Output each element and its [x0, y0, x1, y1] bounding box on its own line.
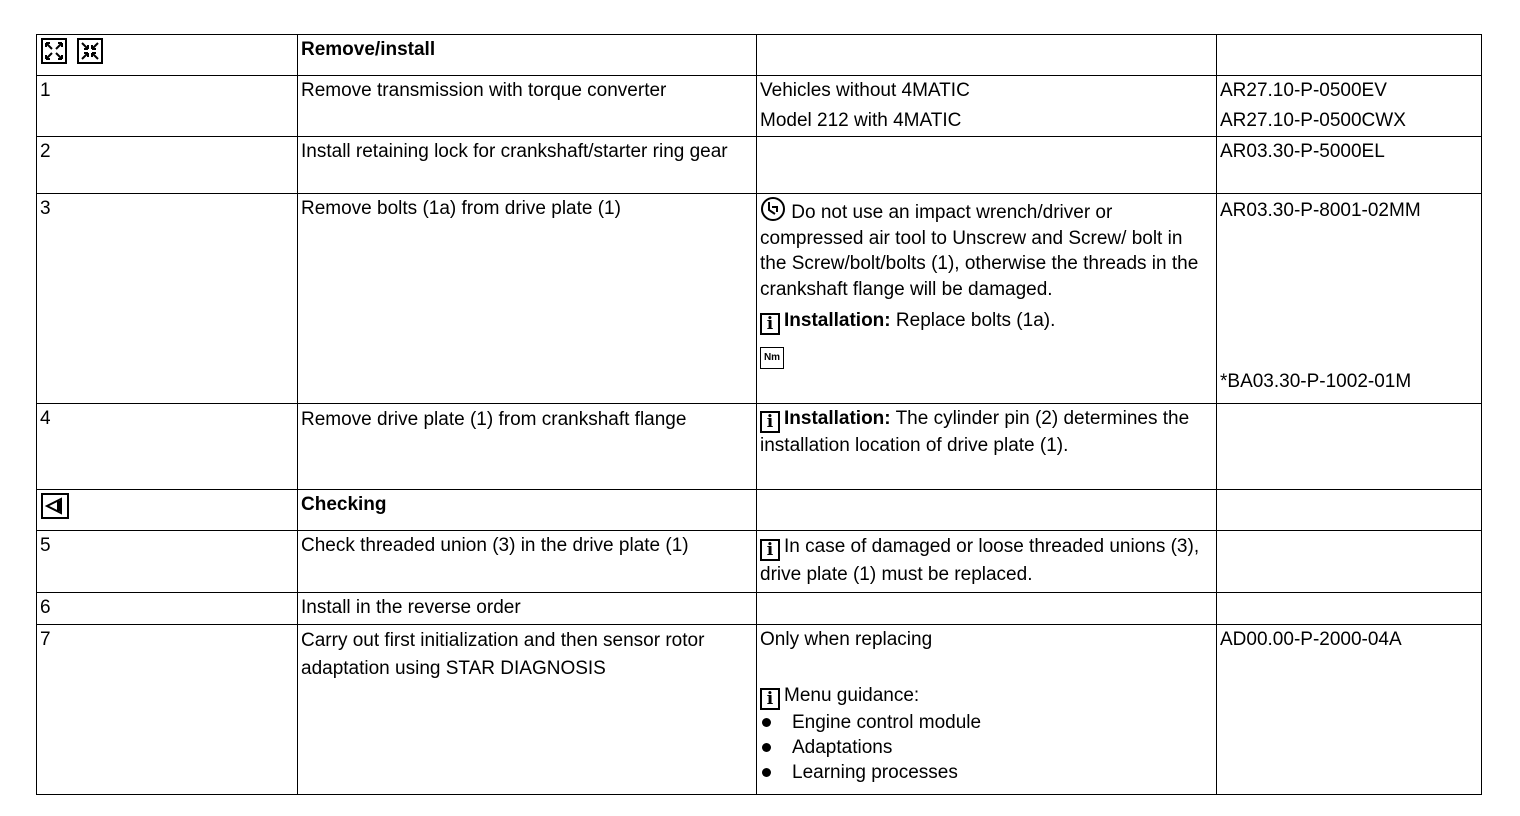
install-label: Installation: — [784, 408, 891, 429]
step-action: Install in the reverse order — [298, 593, 757, 625]
step-row — [37, 404, 1482, 490]
bullet-icon — [762, 718, 771, 727]
step-refs — [1217, 76, 1482, 137]
step-number: 3 — [37, 194, 298, 404]
checking-icon-cell — [37, 490, 298, 531]
step-number: 2 — [37, 137, 298, 194]
step-number: 5 — [37, 531, 298, 593]
menu-item: Engine control module — [760, 710, 1213, 735]
step-action: Remove drive plate (1) from crankshaft flange — [298, 404, 757, 490]
checking-title: Checking — [298, 490, 757, 531]
header-row — [37, 35, 1482, 76]
info-icon: i — [760, 411, 780, 433]
step-notes — [757, 194, 1217, 404]
ref-link[interactable]: AR03.30-P-8001-02MM — [1220, 200, 1421, 221]
step-number: 7 — [37, 625, 298, 795]
ref-link[interactable]: AD00.00-P-2000-04A — [1217, 625, 1482, 795]
step-row — [37, 625, 1482, 795]
note-line: Model 212 with 4MATIC — [760, 110, 962, 131]
expand-arrows-icon — [42, 39, 66, 63]
menu-item: Adaptations — [760, 735, 1213, 760]
warning-note — [760, 196, 1213, 302]
procedure-table — [36, 34, 1482, 795]
step-notes — [757, 76, 1217, 137]
bullet-icon — [762, 743, 771, 752]
step-row — [37, 194, 1482, 404]
step-refs — [1217, 194, 1482, 404]
install-text: Replace bolts (1a). — [895, 310, 1056, 331]
ref-link[interactable]: AR03.30-P-5000EL — [1217, 137, 1482, 194]
bullet-icon — [762, 768, 771, 777]
info-text: In case of damaged or loose threaded unions (3), drive plate (1) must be replaced. — [760, 536, 1200, 585]
step-action: Check threaded union (3) in the drive plate (1) — [298, 531, 757, 593]
menu-item: Learning processes — [760, 760, 1213, 785]
collapse-arrows-icon — [78, 39, 102, 63]
install-note — [757, 404, 1217, 490]
install-text: The cylinder pin (2) determines the installation location of drive plate (1). — [760, 408, 1190, 456]
info-icon: i — [760, 688, 780, 710]
info-note — [757, 531, 1217, 593]
step-number: 4 — [37, 404, 298, 490]
install-note — [760, 308, 1213, 335]
note-line: Vehicles without 4MATIC — [760, 80, 970, 101]
step-row — [37, 137, 1482, 194]
step-action: Remove bolts (1a) from drive plate (1) — [298, 194, 757, 404]
step-action: Carry out first initialization and then sensor rotor adaptation using STAR DIAGNOSIS — [298, 625, 757, 795]
step-row — [37, 76, 1482, 137]
step-number: 6 — [37, 593, 298, 625]
info-icon: i — [760, 313, 780, 335]
menu-label: Menu guidance: — [784, 685, 920, 706]
warning-tool-icon — [760, 196, 786, 222]
inspection-arrow-icon — [40, 492, 70, 520]
torque-ref-link[interactable]: *BA03.30-P-1002-01M — [1220, 371, 1412, 392]
header-icons-cell — [37, 35, 298, 76]
torque-nm-icon[interactable]: Nm — [760, 347, 784, 369]
step-action: Install retaining lock for crankshaft/starter ring gear — [298, 137, 757, 194]
expand-collapse-icons — [40, 37, 110, 65]
install-label: Installation: — [784, 310, 891, 331]
step-notes — [757, 625, 1217, 795]
ref-link[interactable]: AR27.10-P-0500CWX — [1220, 110, 1406, 131]
ref-link[interactable]: AR27.10-P-0500EV — [1220, 80, 1387, 101]
step-row — [37, 593, 1482, 625]
step-action: Remove transmission with torque converter — [298, 76, 757, 137]
note-line: Only when replacing — [760, 629, 933, 650]
checking-row — [37, 490, 1482, 531]
menu-guidance — [760, 683, 1213, 710]
step-row — [37, 531, 1482, 593]
step-number: 1 — [37, 76, 298, 137]
warning-text: Do not use an impact wrench/driver or compressed air tool to Unscrew and Screw/ bolt in the Screw/bolt/bolts (1), otherwise the threads in the crankshaft flange will be damaged. — [760, 202, 1199, 300]
header-title: Remove/install — [298, 35, 757, 76]
info-icon: i — [760, 539, 780, 561]
